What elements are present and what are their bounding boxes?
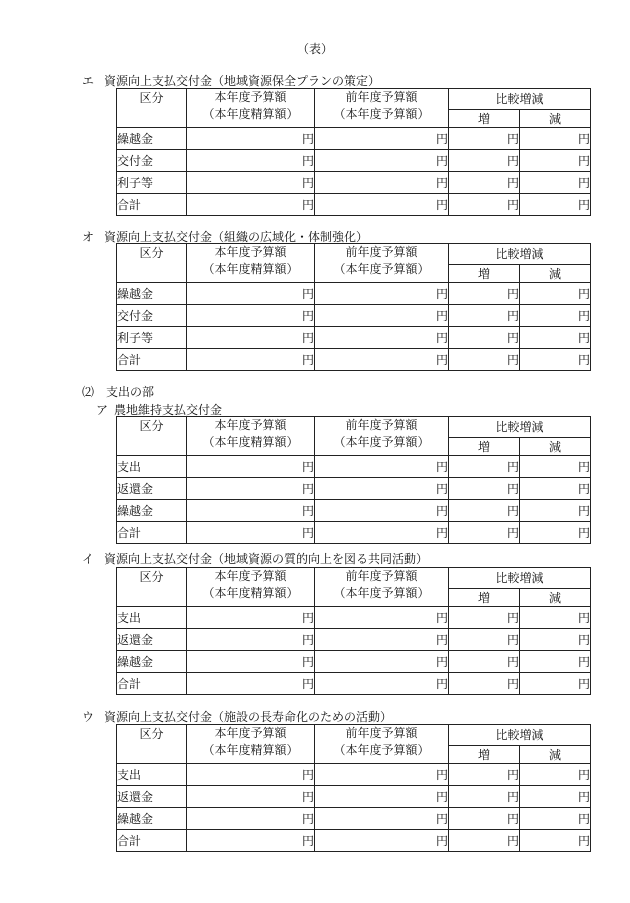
yen-cell: 円 xyxy=(520,456,591,478)
header-increase: 増 xyxy=(449,745,520,763)
header-current-line2: （本年度精算額） xyxy=(202,107,299,121)
table-row xyxy=(117,808,591,830)
yen-cell: 円 xyxy=(187,194,315,216)
table-heading-e xyxy=(82,72,380,89)
table-row xyxy=(117,764,591,786)
yen-cell: 円 xyxy=(187,764,315,786)
yen-cell: 円 xyxy=(315,150,449,172)
yen-cell: 円 xyxy=(449,607,520,629)
yen-cell: 円 xyxy=(520,607,591,629)
header-comparison: 比較増減 xyxy=(449,244,591,265)
yen-cell: 円 xyxy=(315,349,449,371)
row-label: 繰越金 xyxy=(117,651,187,673)
yen-cell: 円 xyxy=(315,522,449,544)
yen-cell: 円 xyxy=(187,327,315,349)
header-current-line1: 本年度予算額 xyxy=(214,726,287,740)
row-label: 支出 xyxy=(117,764,187,786)
table-row xyxy=(117,194,591,216)
header-row xyxy=(117,725,591,746)
header-comparison: 比較増減 xyxy=(449,725,591,746)
yen-cell: 円 xyxy=(449,651,520,673)
yen-cell: 円 xyxy=(315,194,449,216)
yen-cell: 円 xyxy=(520,830,591,852)
yen-cell: 円 xyxy=(520,327,591,349)
yen-cell: 円 xyxy=(187,830,315,852)
header-current-line1: 本年度予算額 xyxy=(214,90,287,104)
yen-cell: 円 xyxy=(187,500,315,522)
heading-text: 資源向上支払交付金（組織の広域化・体制強化） xyxy=(104,230,369,244)
heading-text: 資源向上支払交付金（地域資源保全プランの策定） xyxy=(104,74,381,88)
yen-cell: 円 xyxy=(315,764,449,786)
header-decrease: 減 xyxy=(520,588,591,606)
budget-table xyxy=(116,243,591,371)
heading-mark: ⑵ xyxy=(82,385,95,399)
table-row xyxy=(117,522,591,544)
row-label: 利子等 xyxy=(117,172,187,194)
table-row xyxy=(117,500,591,522)
yen-cell: 円 xyxy=(187,786,315,808)
row-label: 返還金 xyxy=(117,786,187,808)
yen-cell: 円 xyxy=(520,305,591,327)
yen-cell: 円 xyxy=(449,150,520,172)
header-current-year xyxy=(187,89,315,128)
header-previous-line2: （本年度予算額） xyxy=(333,262,430,276)
header-previous-year xyxy=(315,417,449,456)
header-current-year xyxy=(187,725,315,764)
row-label: 合計 xyxy=(117,830,187,852)
page-title: （表） xyxy=(296,42,333,56)
header-current-year xyxy=(187,417,315,456)
yen-cell: 円 xyxy=(449,673,520,695)
header-comparison: 比較増減 xyxy=(449,568,591,589)
yen-cell: 円 xyxy=(187,673,315,695)
header-current-line2: （本年度精算額） xyxy=(202,262,299,276)
yen-cell: 円 xyxy=(520,478,591,500)
heading-mark: ウ xyxy=(82,710,95,724)
yen-cell: 円 xyxy=(520,673,591,695)
header-previous-year xyxy=(315,89,449,128)
header-kubun: 区分 xyxy=(117,244,187,283)
row-label: 利子等 xyxy=(117,327,187,349)
header-current-line2: （本年度精算額） xyxy=(202,586,299,600)
table-row xyxy=(117,283,591,305)
row-label: 繰越金 xyxy=(117,808,187,830)
yen-cell: 円 xyxy=(187,522,315,544)
yen-cell: 円 xyxy=(187,808,315,830)
header-current-year xyxy=(187,568,315,607)
budget-table xyxy=(116,724,591,852)
yen-cell: 円 xyxy=(449,172,520,194)
yen-cell: 円 xyxy=(187,172,315,194)
header-previous-line2: （本年度予算額） xyxy=(333,435,430,449)
yen-cell: 円 xyxy=(449,327,520,349)
row-label: 支出 xyxy=(117,456,187,478)
header-row xyxy=(117,89,591,110)
section-heading-expenditure xyxy=(82,383,154,400)
yen-cell: 円 xyxy=(449,786,520,808)
header-increase: 増 xyxy=(449,588,520,606)
header-kubun: 区分 xyxy=(117,725,187,764)
header-current-line1: 本年度予算額 xyxy=(214,245,287,259)
yen-cell: 円 xyxy=(520,786,591,808)
yen-cell: 円 xyxy=(449,194,520,216)
yen-cell: 円 xyxy=(449,478,520,500)
table-row xyxy=(117,128,591,150)
yen-cell: 円 xyxy=(187,607,315,629)
header-kubun: 区分 xyxy=(117,89,187,128)
header-previous-line2: （本年度予算額） xyxy=(333,107,430,121)
table-row xyxy=(117,327,591,349)
yen-cell: 円 xyxy=(449,349,520,371)
yen-cell: 円 xyxy=(520,194,591,216)
header-previous-line1: 前年度予算額 xyxy=(345,418,418,432)
table-row xyxy=(117,349,591,371)
yen-cell: 円 xyxy=(520,172,591,194)
yen-cell: 円 xyxy=(315,283,449,305)
header-row xyxy=(117,244,591,265)
yen-cell: 円 xyxy=(187,128,315,150)
row-label: 繰越金 xyxy=(117,500,187,522)
header-row xyxy=(117,417,591,438)
yen-cell: 円 xyxy=(449,305,520,327)
row-label: 支出 xyxy=(117,607,187,629)
yen-cell: 円 xyxy=(187,283,315,305)
header-previous-line1: 前年度予算額 xyxy=(345,90,418,104)
yen-cell: 円 xyxy=(520,349,591,371)
yen-cell: 円 xyxy=(315,478,449,500)
heading-text: 支出の部 xyxy=(106,385,155,399)
yen-cell: 円 xyxy=(520,283,591,305)
yen-cell: 円 xyxy=(520,651,591,673)
table-row xyxy=(117,150,591,172)
yen-cell: 円 xyxy=(449,830,520,852)
yen-cell: 円 xyxy=(315,808,449,830)
header-decrease: 減 xyxy=(520,109,591,127)
header-kubun: 区分 xyxy=(117,417,187,456)
header-previous-line1: 前年度予算額 xyxy=(345,569,418,583)
yen-cell: 円 xyxy=(449,808,520,830)
yen-cell: 円 xyxy=(315,830,449,852)
row-label: 繰越金 xyxy=(117,128,187,150)
yen-cell: 円 xyxy=(187,651,315,673)
heading-mark: エ xyxy=(82,74,95,88)
header-current-year xyxy=(187,244,315,283)
yen-cell: 円 xyxy=(187,305,315,327)
row-label: 合計 xyxy=(117,673,187,695)
yen-cell: 円 xyxy=(315,327,449,349)
yen-cell: 円 xyxy=(315,172,449,194)
row-label: 合計 xyxy=(117,194,187,216)
header-decrease: 減 xyxy=(520,437,591,455)
header-current-line2: （本年度精算額） xyxy=(202,435,299,449)
budget-table xyxy=(116,416,591,544)
table-row xyxy=(117,830,591,852)
yen-cell: 円 xyxy=(315,651,449,673)
yen-cell: 円 xyxy=(315,629,449,651)
header-previous-line2: （本年度予算額） xyxy=(333,586,430,600)
row-label: 繰越金 xyxy=(117,283,187,305)
yen-cell: 円 xyxy=(449,500,520,522)
table-row xyxy=(117,305,591,327)
heading-text: 資源向上支払交付金（地域資源の質的向上を図る共同活動） xyxy=(104,552,429,566)
yen-cell: 円 xyxy=(187,150,315,172)
budget-table xyxy=(116,88,591,216)
header-increase: 増 xyxy=(449,264,520,282)
header-previous-year xyxy=(315,244,449,283)
yen-cell: 円 xyxy=(187,456,315,478)
yen-cell: 円 xyxy=(449,764,520,786)
budget-table xyxy=(116,567,591,695)
table-row xyxy=(117,172,591,194)
row-label: 合計 xyxy=(117,522,187,544)
header-row xyxy=(117,568,591,589)
yen-cell: 円 xyxy=(449,522,520,544)
yen-cell: 円 xyxy=(520,128,591,150)
yen-cell: 円 xyxy=(449,629,520,651)
table-row xyxy=(117,607,591,629)
yen-cell: 円 xyxy=(315,607,449,629)
heading-text: 農地維持支払交付金 xyxy=(114,403,223,417)
table-row xyxy=(117,673,591,695)
table-row xyxy=(117,786,591,808)
header-current-line1: 本年度予算額 xyxy=(214,569,287,583)
row-label: 交付金 xyxy=(117,305,187,327)
yen-cell: 円 xyxy=(520,150,591,172)
header-current-line1: 本年度予算額 xyxy=(214,418,287,432)
yen-cell: 円 xyxy=(449,128,520,150)
yen-cell: 円 xyxy=(520,522,591,544)
row-label: 返還金 xyxy=(117,478,187,500)
table-heading-u xyxy=(82,708,392,725)
heading-mark: ア xyxy=(96,403,109,417)
table-row xyxy=(117,478,591,500)
heading-text: 資源向上支払交付金（施設の長寿命化のための活動） xyxy=(104,710,393,724)
yen-cell: 円 xyxy=(315,128,449,150)
row-label: 合計 xyxy=(117,349,187,371)
header-previous-year xyxy=(315,568,449,607)
table-row xyxy=(117,629,591,651)
table-row xyxy=(117,651,591,673)
yen-cell: 円 xyxy=(315,456,449,478)
yen-cell: 円 xyxy=(315,305,449,327)
header-previous-line2: （本年度予算額） xyxy=(333,743,430,757)
heading-mark: イ xyxy=(82,552,95,566)
yen-cell: 円 xyxy=(520,500,591,522)
header-comparison: 比較増減 xyxy=(449,89,591,110)
yen-cell: 円 xyxy=(315,500,449,522)
header-previous-line1: 前年度予算額 xyxy=(345,245,418,259)
header-decrease: 減 xyxy=(520,745,591,763)
header-previous-line1: 前年度予算額 xyxy=(345,726,418,740)
yen-cell: 円 xyxy=(187,478,315,500)
header-kubun: 区分 xyxy=(117,568,187,607)
yen-cell: 円 xyxy=(315,786,449,808)
header-comparison: 比較増減 xyxy=(449,417,591,438)
header-increase: 増 xyxy=(449,109,520,127)
yen-cell: 円 xyxy=(315,673,449,695)
header-decrease: 減 xyxy=(520,264,591,282)
table-heading-i xyxy=(82,550,428,567)
yen-cell: 円 xyxy=(187,349,315,371)
header-previous-year xyxy=(315,725,449,764)
header-current-line2: （本年度精算額） xyxy=(202,743,299,757)
yen-cell: 円 xyxy=(520,629,591,651)
row-label: 返還金 xyxy=(117,629,187,651)
yen-cell: 円 xyxy=(520,764,591,786)
heading-mark: オ xyxy=(82,230,95,244)
yen-cell: 円 xyxy=(449,283,520,305)
yen-cell: 円 xyxy=(520,808,591,830)
table-row xyxy=(117,456,591,478)
header-increase: 増 xyxy=(449,437,520,455)
row-label: 交付金 xyxy=(117,150,187,172)
yen-cell: 円 xyxy=(449,456,520,478)
yen-cell: 円 xyxy=(187,629,315,651)
